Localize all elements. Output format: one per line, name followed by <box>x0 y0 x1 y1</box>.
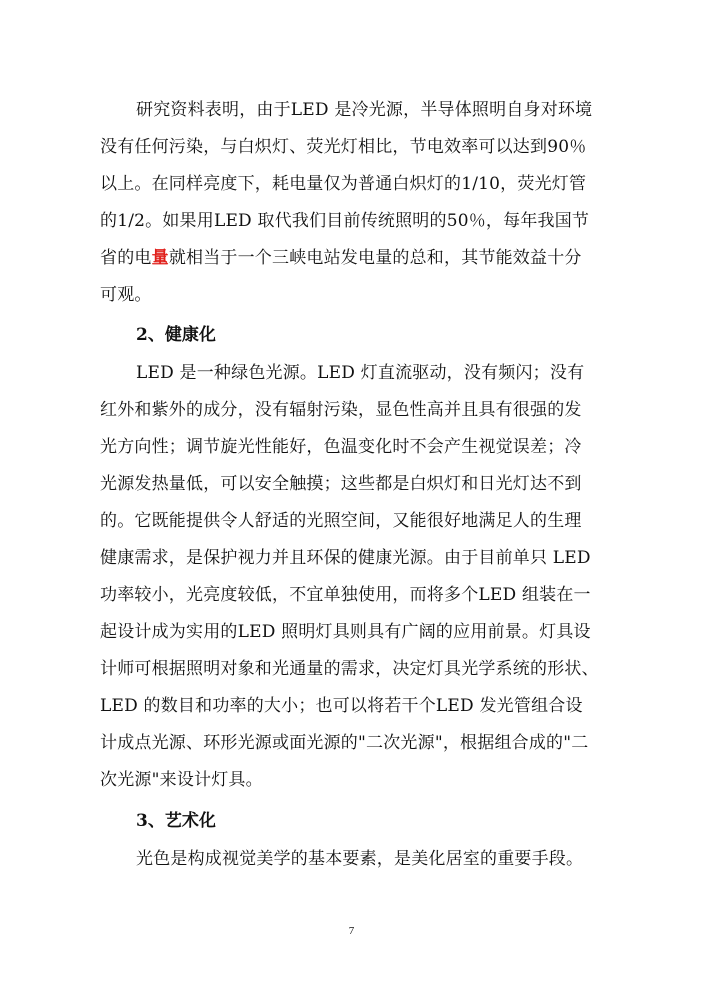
paragraph2-line: 光源发热量低，可以安全触摸；这些都是白炽灯和日光灯达不到 <box>100 474 582 494</box>
paragraph1-line4: 的1/2。如果用LED 取代我们目前传统照明的50％，每年我国节 <box>100 211 590 231</box>
paragraph1-line5-before: 省的电 <box>100 248 152 268</box>
paragraph2-line: LED 的数目和功率的大小；也可以将若干个LED 发光管组合设 <box>100 696 583 716</box>
paragraph1-line1: 研究资料表明，由于LED 是冷光源，半导体照明自身对环境 <box>136 100 593 120</box>
paragraph2-line: LED 是一种绿色光源。LED 灯直流驱动，没有频闪；没有 <box>136 363 585 383</box>
paragraph2-line: 次光源"来设计灯具。 <box>100 770 263 790</box>
paragraph1-line6: 可观。 <box>100 285 152 305</box>
highlighted-character: 量 <box>151 248 169 268</box>
paragraph1-line5-after: 就相当于一个三峡电站发电量的总和，其节能效益十分 <box>168 248 582 268</box>
paragraph2-line: 起设计成为实用的LED 照明灯具则具有广阔的应用前景。灯具设 <box>100 622 591 642</box>
paragraph2-line: 计师可根据照明对象和光通量的需求，决定灯具光学系统的形状、 <box>100 659 599 679</box>
paragraph1-line2: 没有任何污染，与白炽灯、荧光灯相比，节电效率可以达到90％ <box>100 137 587 157</box>
paragraph2-line: 计成点光源、环形光源或面光源的"二次光源"，根据组合成的"二 <box>100 733 589 753</box>
section-heading-3: 3、艺术化 <box>136 811 216 831</box>
paragraph2-line: 功率较小，光亮度较低，不宜单独使用，而将多个LED 组装在一 <box>100 585 591 605</box>
section-heading-2: 2、健康化 <box>136 325 216 345</box>
page-number: 7 <box>348 925 355 937</box>
paragraph2-line: 光方向性；调节旋光性能好，色温变化时不会产生视觉误差；冷 <box>100 437 582 457</box>
paragraph1-line5 <box>100 246 610 270</box>
paragraph2-line: 健康需求，是保护视力并且环保的健康光源。由于目前单只 LED <box>100 548 591 568</box>
paragraph2-line: 的。它既能提供令人舒适的光照空间，又能很好地满足人的生理 <box>100 511 582 531</box>
paragraph1-line3: 以上。在同样亮度下，耗电量仅为普通白炽灯的1/10，荧光灯管 <box>100 174 587 194</box>
paragraph3-line1: 光色是构成视觉美学的基本要素，是美化居室的重要手段。 <box>136 849 584 869</box>
paragraph2-line: 红外和紫外的成分，没有辐射污染，显色性高并且具有很强的发 <box>100 400 582 420</box>
